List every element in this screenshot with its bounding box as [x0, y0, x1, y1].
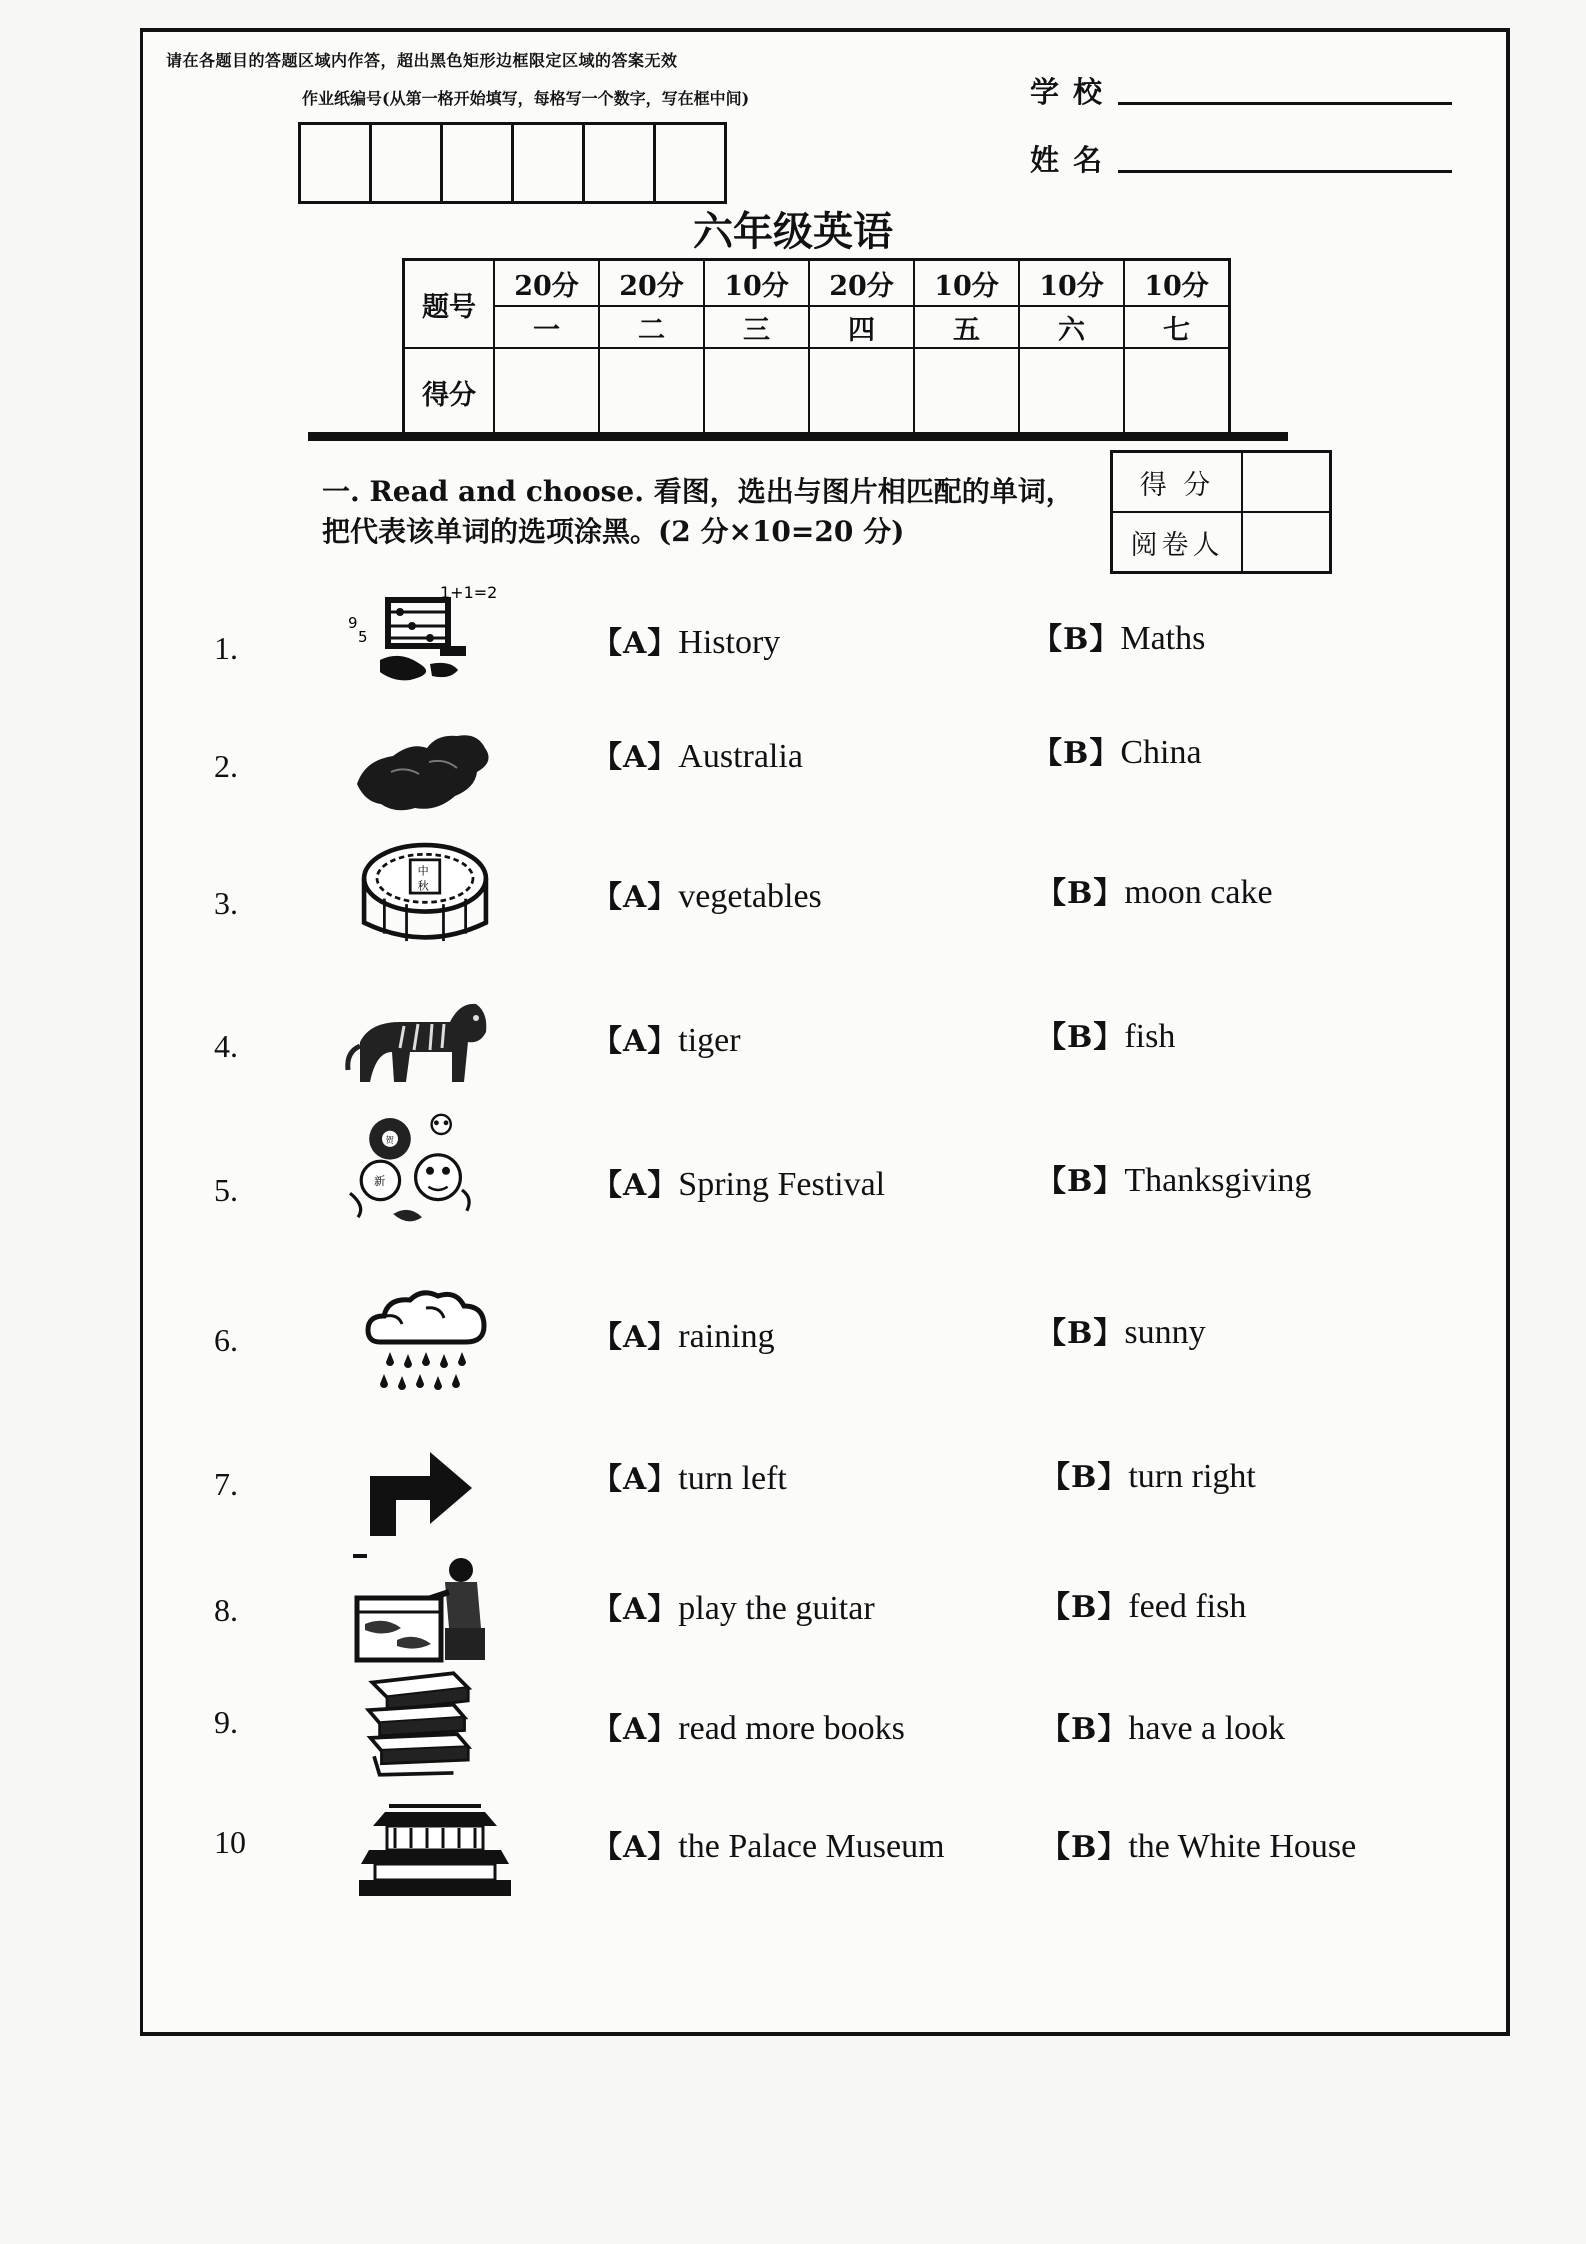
- points-cell: 10分: [1124, 260, 1230, 307]
- code-box[interactable]: [514, 125, 585, 201]
- code-box[interactable]: [443, 125, 514, 201]
- option-a[interactable]: 【A】play the guitar: [592, 1590, 875, 1627]
- code-box[interactable]: [372, 125, 443, 201]
- grader-reviewer-label: 阅卷人: [1112, 512, 1243, 573]
- section-instruction-line2: 把代表该单词的选项涂黑。(2 分×10=20 分): [322, 515, 905, 548]
- score-entry-cell[interactable]: [704, 348, 809, 437]
- tiger-icon: [340, 982, 500, 1102]
- exam-title: 六年级英语: [693, 208, 893, 255]
- option-a[interactable]: 【A】read more books: [592, 1710, 905, 1747]
- option-b[interactable]: 【B】Thanksgiving: [1036, 1162, 1312, 1199]
- question-number: 10: [214, 1824, 246, 1860]
- option-b[interactable]: 【B】fish: [1036, 1018, 1176, 1055]
- book-stack-icon: [355, 1664, 515, 1784]
- svg-text:中: 中: [417, 864, 429, 878]
- option-b[interactable]: 【B】China: [1032, 734, 1202, 771]
- score-entry-cell[interactable]: [599, 348, 704, 437]
- section-number-cell: 一: [494, 306, 599, 348]
- score-entry-cell[interactable]: [809, 348, 914, 437]
- row-label-question-number: 题号: [404, 260, 495, 349]
- code-boxes[interactable]: [298, 122, 727, 204]
- option-b[interactable]: 【B】Maths: [1032, 620, 1206, 657]
- score-entry-cell[interactable]: [1124, 348, 1230, 437]
- name-field[interactable]: [1118, 170, 1452, 173]
- section-number-cell: 七: [1124, 306, 1230, 348]
- question-number: 6.: [214, 1322, 238, 1358]
- svg-text:9: 9: [348, 614, 358, 632]
- score-entry-cell[interactable]: [914, 348, 1019, 437]
- rain-cloud-icon: [350, 1286, 510, 1406]
- option-b[interactable]: 【B】turn right: [1040, 1458, 1256, 1495]
- china-map-icon: [345, 712, 505, 832]
- code-instruction: 作业纸编号(从第一格开始填写，每格写一个数字，写在框中间): [302, 89, 750, 108]
- option-b[interactable]: 【B】have a look: [1040, 1710, 1286, 1747]
- option-a[interactable]: 【A】raining: [592, 1318, 775, 1355]
- section-instruction-line1: 一. Read and choose. 看图，选出与图片相匹配的单词，: [322, 475, 1074, 508]
- school-field[interactable]: [1118, 102, 1452, 105]
- option-a[interactable]: 【A】vegetables: [592, 878, 822, 915]
- option-a[interactable]: 【A】Spring Festival: [592, 1166, 886, 1203]
- option-a[interactable]: 【A】turn left: [592, 1460, 787, 1497]
- points-cell: 20分: [494, 260, 599, 307]
- code-box[interactable]: [301, 125, 372, 201]
- question-number: 1.: [214, 630, 238, 666]
- spring-festival-icon: [330, 1110, 490, 1230]
- abacus-icon: [340, 580, 500, 700]
- option-a[interactable]: 【A】History: [592, 624, 781, 661]
- turn-right-arrow-icon: [360, 1426, 520, 1546]
- palace-icon: [355, 1792, 515, 1912]
- grader-score-label: 得 分: [1112, 452, 1243, 513]
- option-a[interactable]: 【A】tiger: [592, 1022, 741, 1059]
- points-cell: 20分: [809, 260, 914, 307]
- option-b[interactable]: 【B】moon cake: [1036, 874, 1273, 911]
- grader-reviewer-field[interactable]: [1242, 512, 1331, 573]
- score-entry-cell[interactable]: [494, 348, 599, 437]
- section-number-cell: 四: [809, 306, 914, 348]
- code-box[interactable]: [585, 125, 656, 201]
- svg-text:贺: 贺: [385, 1135, 395, 1146]
- svg-text:新: 新: [374, 1175, 386, 1189]
- svg-text:5: 5: [358, 628, 368, 646]
- option-b[interactable]: 【B】sunny: [1036, 1314, 1206, 1351]
- question-number: 9.: [214, 1704, 238, 1740]
- option-b[interactable]: 【B】the White House: [1040, 1828, 1357, 1865]
- option-b[interactable]: 【B】feed fish: [1040, 1588, 1247, 1625]
- section-number-cell: 二: [599, 306, 704, 348]
- svg-text:1+1=2: 1+1=2: [440, 583, 498, 602]
- points-cell: 10分: [914, 260, 1019, 307]
- points-cell: 10分: [704, 260, 809, 307]
- name-label: 姓名: [1030, 143, 1117, 177]
- answer-area-notice: 请在各题目的答题区域内作答，超出黑色矩形边框限定区域的答案无效: [166, 51, 678, 70]
- question-number: 5.: [214, 1172, 238, 1208]
- section-number-cell: 六: [1019, 306, 1124, 348]
- row-label-score: 得分: [404, 348, 495, 437]
- section-divider: [308, 432, 1288, 441]
- question-number: 4.: [214, 1028, 238, 1064]
- section-number-cell: 三: [704, 306, 809, 348]
- mooncake-icon: [345, 834, 505, 954]
- score-table: [402, 258, 1231, 438]
- points-cell: 20分: [599, 260, 704, 307]
- school-label: 学校: [1030, 75, 1117, 109]
- question-number: 2.: [214, 748, 238, 784]
- option-a[interactable]: 【A】the Palace Museum: [592, 1828, 945, 1865]
- points-cell: 10分: [1019, 260, 1124, 307]
- question-number: 8.: [214, 1592, 238, 1628]
- grader-box: [1110, 450, 1332, 574]
- svg-text:秋: 秋: [417, 879, 429, 893]
- feeding-fish-icon: [345, 1548, 505, 1668]
- option-a[interactable]: 【A】Australia: [592, 738, 803, 775]
- section-number-cell: 五: [914, 306, 1019, 348]
- code-box[interactable]: [656, 125, 724, 201]
- question-number: 7.: [214, 1466, 238, 1502]
- question-number: 3.: [214, 885, 238, 921]
- score-entry-cell[interactable]: [1019, 348, 1124, 437]
- grader-score-field[interactable]: [1242, 452, 1331, 513]
